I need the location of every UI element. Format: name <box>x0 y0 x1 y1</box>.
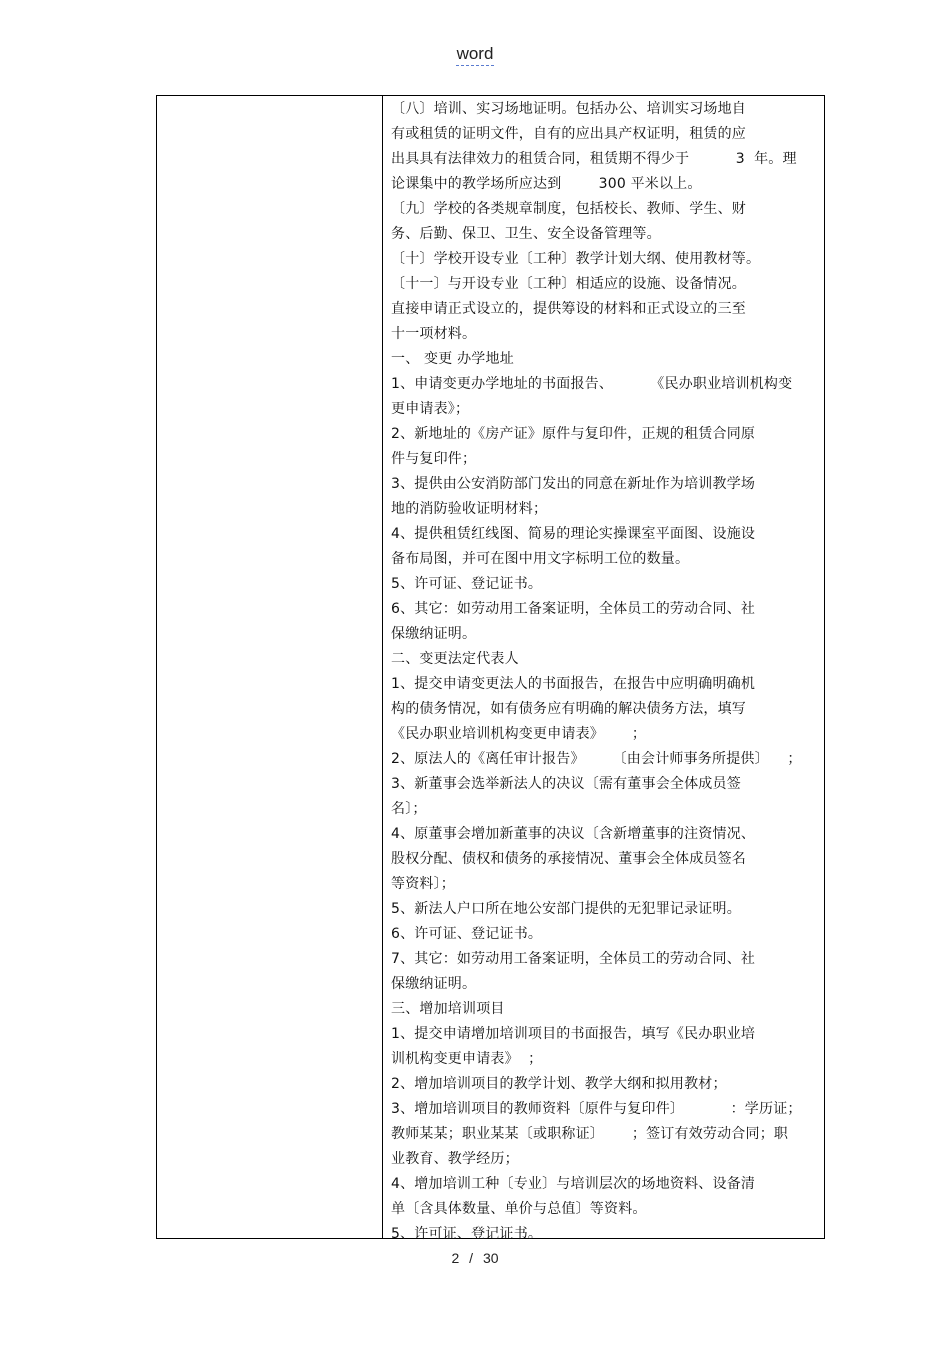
text-line: 〔九〕学校的各类规章制度，包括校长、教师、学生、财 <box>391 201 746 217</box>
text-line: 二、变更法定代表人 <box>391 651 519 667</box>
text-line: 保缴纳证明。 <box>391 626 477 642</box>
text-line: 教师某某；职业某某〔或职称证〕 ；签订有效劳动合同；职 <box>391 1126 789 1142</box>
text-line: 单〔含具体数量、单价与总值〕等资料。 <box>391 1201 647 1217</box>
text-line: 十一项材料。 <box>391 326 477 342</box>
text-line: 5、新法人户口所在地公安部门提供的无犯罪记录证明。 <box>391 901 741 917</box>
text-line: 名〕； <box>391 801 427 817</box>
document-header <box>0 44 950 64</box>
text-line: 1、申请变更办学地址的书面报告、 《民办职业培训机构变 <box>391 376 793 392</box>
text-line: 直接申请正式设立的，提供筹设的材料和正式设立的三至 <box>391 301 746 317</box>
text-line: 2、增加培训项目的教学计划、教学大纲和拟用教材； <box>391 1076 727 1092</box>
text-line: 2、新地址的《房产证》原件与复印件，正规的租赁合同原 <box>391 426 756 442</box>
text-line: 《民办职业培训机构变更申请表》 ； <box>391 726 647 742</box>
text-line: 3、增加培训项目的教师资料〔原件与复印件〕 ：学历证； <box>391 1101 802 1117</box>
text-line: 业教育、教学经历； <box>391 1151 519 1167</box>
content-table <box>156 95 825 1242</box>
text-line: 1、提交申请增加培训项目的书面报告，填写《民办职业培 <box>391 1026 756 1042</box>
text-line: 6、许可证、登记证书。 <box>391 926 543 942</box>
text-line: 5、许可证、登记证书。 <box>391 576 543 592</box>
text-line: 有或租赁的证明文件，自有的应出具产权证明，租赁的应 <box>391 126 746 142</box>
text-line: 一、 变更 办学地址 <box>391 351 514 367</box>
header-title: word <box>456 44 495 66</box>
text-line: 5、许可证、登记证书。 <box>391 1226 543 1242</box>
text-line: 6、其它：如劳动用工备案证明，全体员工的劳动合同、社 <box>391 601 756 617</box>
text-line: 2、原法人的《离任审计报告》 〔由会计师事务所提供〕 ； <box>391 751 802 767</box>
text-line: 训机构变更申请表》 ； <box>391 1051 543 1067</box>
table-right-cell <box>391 97 821 1242</box>
text-line: 〔八〕培训、实习场地证明。包括办公、培训实习场地自 <box>391 101 746 117</box>
page-number: 2 / 30 <box>451 1250 499 1266</box>
table-left-cell <box>157 96 383 1238</box>
text-line: 更申请表》； <box>391 401 470 417</box>
text-line: 出具具有法律效力的租赁合同，租赁期不得少于 3 年。理 <box>391 151 797 167</box>
text-line: 件与复印件； <box>391 451 477 467</box>
text-line: 股权分配、债权和债务的承接情况、董事会全体成员签名 <box>391 851 746 867</box>
text-line: 地的消防验收证明材料； <box>391 501 548 517</box>
text-line: 3、新董事会选举新法人的决议〔需有董事会全体成员签 <box>391 776 741 792</box>
text-line: 4、提供租赁红线图、简易的理论实操课室平面图、设施设 <box>391 526 756 542</box>
text-line: 备布局图，并可在图中用文字标明工位的数量。 <box>391 551 690 567</box>
text-line: 〔十一〕与开设专业〔工种〕相适应的设施、设备情况。 <box>391 276 746 292</box>
text-line: 三、增加培训项目 <box>391 1001 505 1017</box>
text-line: 1、提交申请变更法人的书面报告，在报告中应明确明确机 <box>391 676 756 692</box>
text-line: 务、后勤、保卫、卫生、安全设备管理等。 <box>391 226 661 242</box>
text-line: 3、提供由公安消防部门发出的同意在新址作为培训教学场 <box>391 476 756 492</box>
text-line: 构的债务情况，如有债务应有明确的解决债务方法，填写 <box>391 701 746 717</box>
text-line: 保缴纳证明。 <box>391 976 477 992</box>
text-line: 〔十〕学校开设专业〔工种〕教学计划大纲、使用教材等。 <box>391 251 761 267</box>
text-line: 4、原董事会增加新董事的决议〔含新增董事的注资情况、 <box>391 826 756 842</box>
text-line: 等资料〕； <box>391 876 455 892</box>
text-line: 论课集中的教学场所应达到 300 平米以上。 <box>391 176 702 192</box>
text-line: 4、增加培训工种〔专业〕与培训层次的场地资料、设备清 <box>391 1176 756 1192</box>
text-line: 7、其它：如劳动用工备案证明，全体员工的劳动合同、社 <box>391 951 756 967</box>
